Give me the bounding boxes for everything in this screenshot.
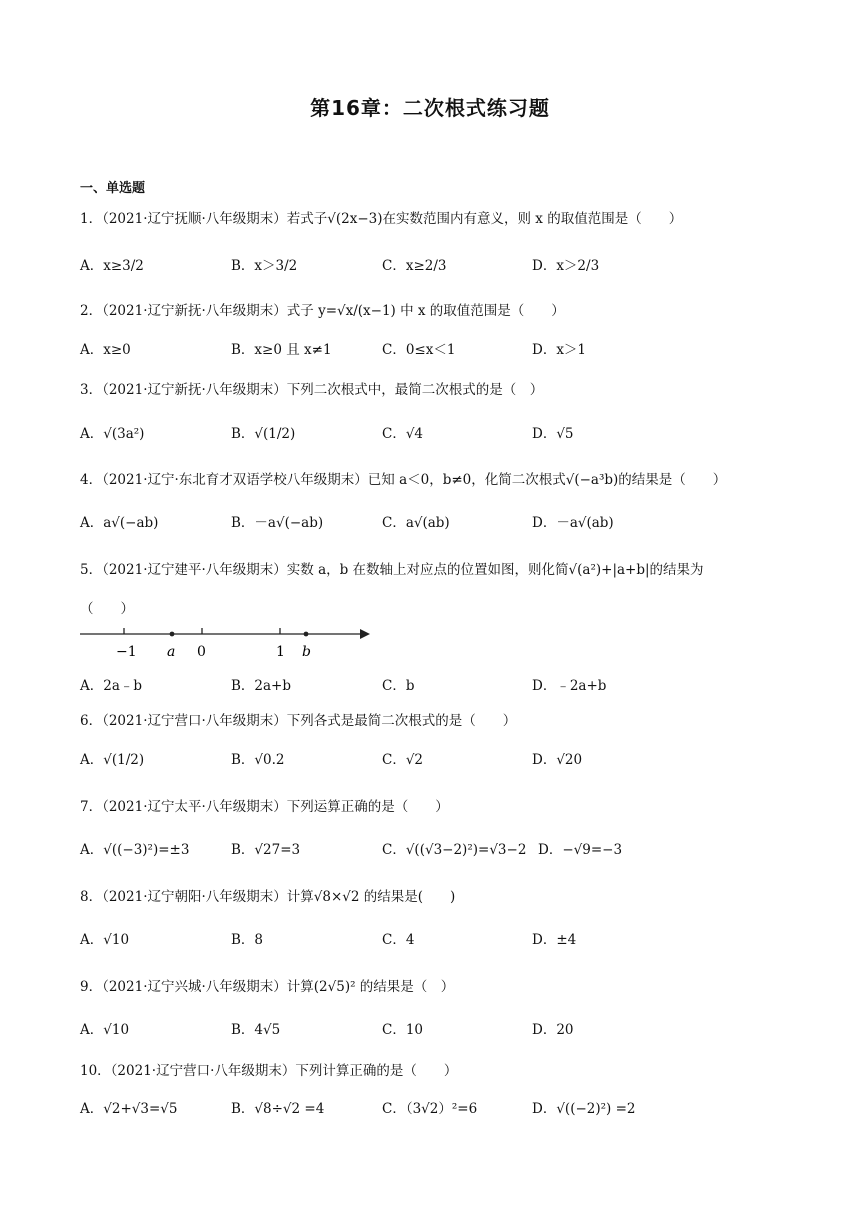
option-a: A．√2+√3=√5 [80, 1101, 178, 1117]
label-0: 0 [197, 644, 206, 660]
option-c: C．b [382, 678, 415, 694]
question-options-7 [80, 828, 800, 868]
page-title: 第16章：二次根式练习题 [310, 96, 550, 120]
label-1: 1 [276, 644, 285, 660]
question-stem-7: 7．（2021·辽宁太平·八年级期末）下列运算正确的是（ ） [80, 799, 449, 815]
question-options-4 [80, 501, 800, 541]
question-stem-6: 6．（2021·辽宁营口·八年级期末）下列各式是最简二次根式的是（ ） [80, 713, 517, 729]
question-stem-8: 8．（2021·辽宁朝阳·八年级期末）计算√8×√2 的结果是( ) [80, 889, 456, 905]
option-c: C．x≥2/3 [382, 258, 447, 274]
question-options-1 [80, 244, 800, 284]
question-stem-4: 4．（2021·辽宁·东北育才双语学校八年级期末）已知 a＜0，b≠0，化简二次根式√(−a³b)的结果是（ ） [80, 472, 727, 488]
option-d: D．20 [532, 1022, 574, 1038]
question-options-6 [80, 738, 800, 778]
question-options-9 [80, 1008, 800, 1048]
point-a [170, 632, 175, 637]
option-d: D．﹣2a+b [532, 678, 607, 694]
number-line-arrow [360, 629, 370, 639]
question-stem-10: 10．（2021·辽宁营口·八年级期末）下列计算正确的是（ ） [80, 1063, 458, 1079]
option-c: C．4 [382, 932, 415, 948]
option-a: A．x≥0 [80, 342, 131, 358]
question-stem-5: 5．（2021·辽宁建平·八年级期末）实数 a，b 在数轴上对应点的位置如图，则化简√(a²)+|a+b|的结果为 [80, 562, 704, 578]
option-b: B．√0.2 [231, 752, 285, 768]
question-stem-2: 2．（2021·辽宁新抚·八年级期末）式子 y=√x/(x−1) 中 x 的取值范围是（ ） [80, 303, 565, 319]
question-options-10 [80, 1087, 800, 1127]
option-b: B．8 [231, 932, 264, 948]
option-a: A．√(3a²) [80, 426, 145, 442]
option-a: A．√10 [80, 1022, 130, 1038]
option-d: D．−√9=−3 [538, 842, 623, 858]
option-d: D．－a√(ab) [532, 515, 614, 531]
question-options-5 [80, 664, 800, 704]
option-c: C．a√(ab) [382, 515, 450, 531]
option-c: C．0≤x＜1 [382, 342, 456, 358]
option-a: A．√((−3)²)=±3 [80, 842, 190, 858]
section-heading: 一、单选题 [80, 181, 146, 196]
option-c: C．√((√3−2)²)=√3−2 [382, 842, 527, 858]
question-options-2 [80, 328, 800, 368]
option-d: D．x＞2/3 [532, 258, 600, 274]
option-d: D．x＞1 [532, 342, 587, 358]
point-b [304, 632, 309, 637]
option-a: A．√(1/2) [80, 752, 145, 768]
option-b: B．4√5 [231, 1022, 281, 1038]
question-options-8 [80, 918, 800, 958]
option-d: D．√((−2)²) =2 [532, 1101, 636, 1117]
option-d: D．√20 [532, 752, 583, 768]
question-stem-5-continued: （ ） [80, 601, 134, 617]
label-b: b [302, 644, 311, 660]
option-c: C．（3√2）²=6 [382, 1101, 478, 1117]
number-line-svg [80, 618, 380, 662]
option-b: B．2a+b [231, 678, 292, 694]
question-stem-3: 3．（2021·辽宁新抚·八年级期末）下列二次根式中，最简二次根式的是（ ） [80, 382, 544, 398]
option-b: B．√27=3 [231, 842, 301, 858]
option-c: C．10 [382, 1022, 424, 1038]
option-a: A．a√(−ab) [80, 515, 159, 531]
option-c: C．√2 [382, 752, 424, 768]
option-b: B．x＞3/2 [231, 258, 298, 274]
number-line-figure [80, 618, 380, 662]
question-stem-1: 1．（2021·辽宁抚顺·八年级期末）若式子√(2x−3)在实数范围内有意义，则 x 的取值范围是（ ） [80, 211, 683, 227]
option-d: D．±4 [532, 932, 577, 948]
question-options-3 [80, 412, 800, 452]
option-b: B．－a√(−ab) [231, 515, 324, 531]
option-a: A．x≥3/2 [80, 258, 144, 274]
option-b: B．√(1/2) [231, 426, 296, 442]
option-c: C．√4 [382, 426, 424, 442]
option-a: A．√10 [80, 932, 130, 948]
option-a: A．2a﹣b [80, 678, 143, 694]
option-b: B．√8÷√2 =4 [231, 1101, 325, 1117]
question-stem-9: 9．（2021·辽宁兴城·八年级期末）计算(2√5)² 的结果是（ ） [80, 979, 455, 995]
option-b: B．x≥0 且 x≠1 [231, 342, 332, 358]
label-a: a [167, 644, 176, 660]
option-d: D．√5 [532, 426, 574, 442]
label-neg1: −1 [116, 644, 137, 660]
